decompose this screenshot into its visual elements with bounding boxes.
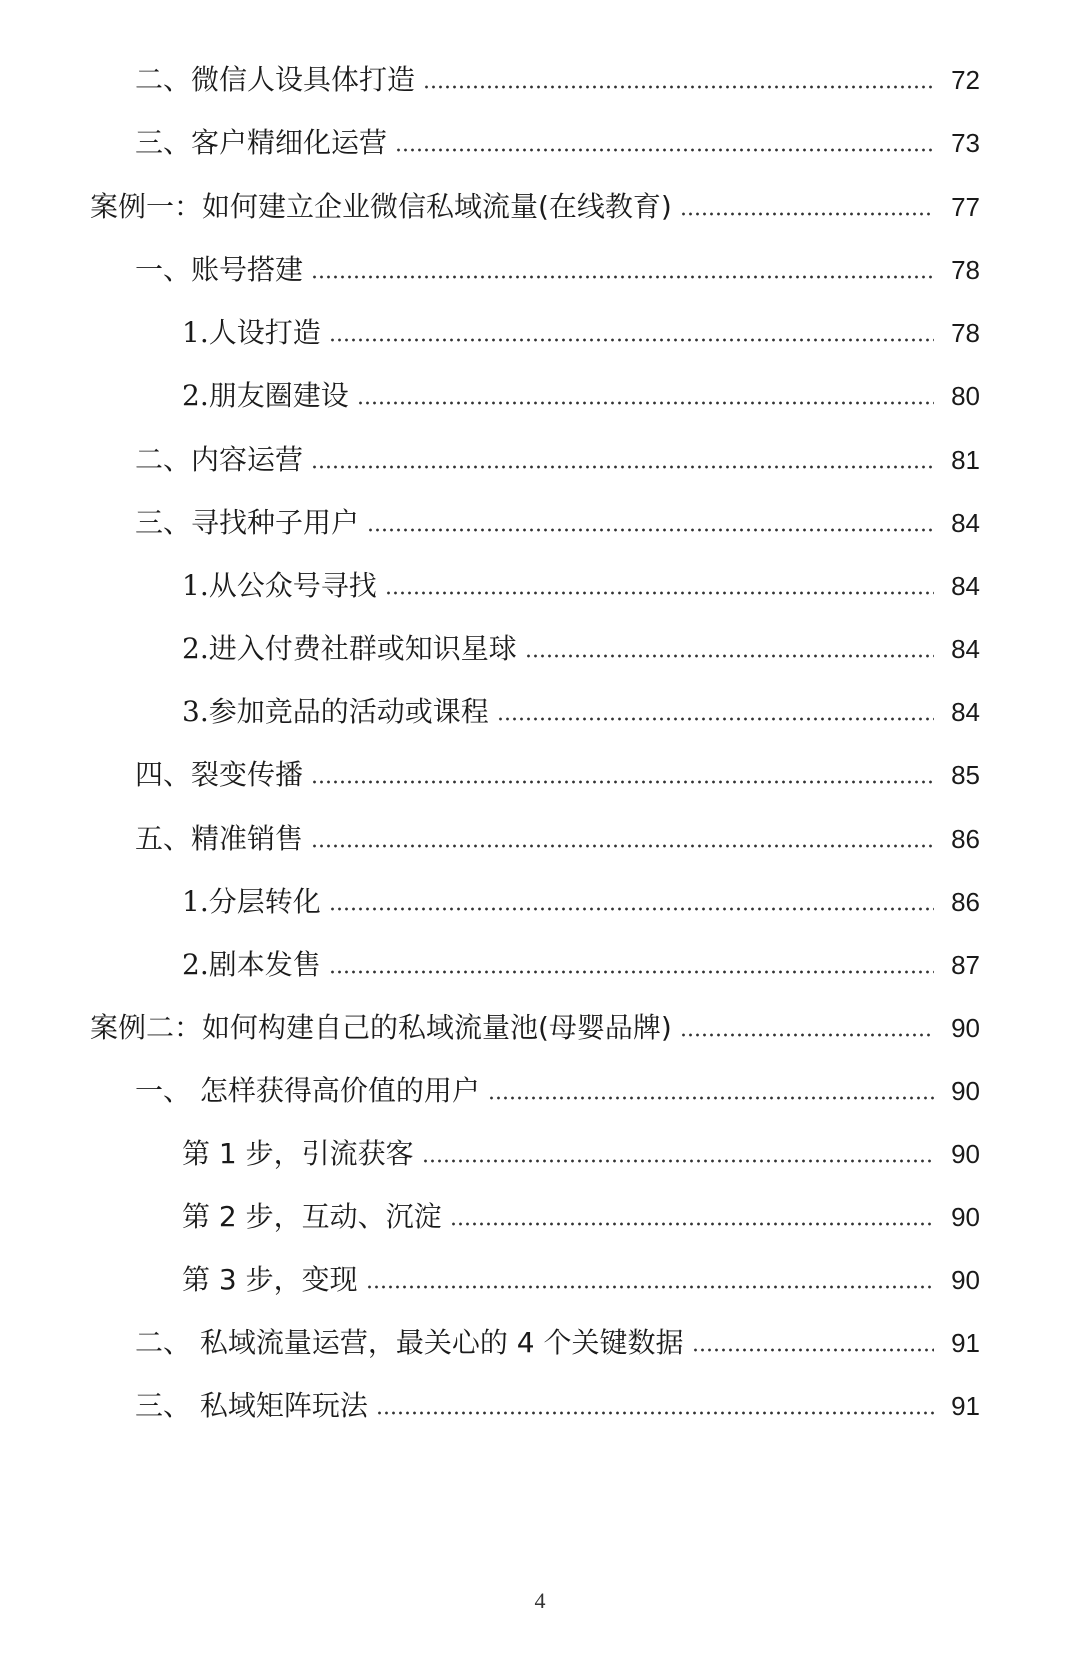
- toc-entry-page: 84: [951, 697, 980, 727]
- toc-entry-page: 90: [951, 1139, 980, 1169]
- toc-entry-title: 五、精准销售: [135, 822, 304, 855]
- toc-dot-leader: [422, 1158, 934, 1164]
- toc-dot-leader: [311, 464, 934, 470]
- toc-entry-page: 84: [951, 508, 980, 538]
- toc-entry-title: 第 2 步，互动、沉淀: [182, 1200, 442, 1233]
- toc-entry: [182, 1187, 980, 1237]
- toc-entry-title: 一、账号搭建: [135, 253, 304, 286]
- toc-entry: [182, 1124, 980, 1174]
- toc-entry: [135, 240, 980, 290]
- toc-dot-leader: [329, 337, 934, 343]
- toc-dot-leader: [692, 1347, 934, 1353]
- toc-entry-page: 78: [951, 255, 980, 285]
- toc-entry-title: 第 1 步，引流获客: [182, 1137, 414, 1170]
- toc-entry: [90, 177, 980, 227]
- toc-entry: [135, 809, 980, 859]
- toc-dot-leader: [311, 274, 934, 280]
- toc-entry-page: 84: [951, 634, 980, 664]
- toc-entry-title: 四、裂变传播: [135, 758, 304, 791]
- toc-entry-page: 77: [951, 192, 980, 222]
- toc-dot-leader: [385, 590, 934, 596]
- toc-entry: [135, 745, 980, 795]
- toc-entry-title: 二、 私域流量运营，最关心的 4 个关键数据: [135, 1326, 684, 1359]
- toc-entry-title: 3.参加竞品的活动或课程: [182, 695, 489, 728]
- toc-dot-leader: [376, 1410, 934, 1416]
- toc-dot-leader: [357, 400, 934, 406]
- toc-entry: [135, 1376, 980, 1426]
- toc-entry: [90, 998, 980, 1048]
- toc-dot-leader: [395, 147, 934, 153]
- page-number: 4: [534, 1588, 546, 1613]
- toc-entry: [135, 1313, 980, 1363]
- toc-entry-title: 1.分层转化: [182, 885, 321, 918]
- toc-entry-page: 90: [951, 1202, 980, 1232]
- toc-dot-leader: [525, 653, 934, 659]
- toc-entry-title: 2.进入付费社群或知识星球: [182, 632, 517, 665]
- toc-entry-page: 87: [951, 950, 980, 980]
- toc-dot-leader: [329, 906, 934, 912]
- toc-entry: [182, 556, 980, 606]
- toc-entry: [182, 619, 980, 669]
- toc-entry-title: 二、微信人设具体打造: [135, 63, 416, 96]
- toc-dot-leader: [367, 527, 934, 533]
- toc-entry-page: 85: [951, 760, 980, 790]
- toc-entry: [135, 1061, 980, 1111]
- toc-dot-leader: [311, 843, 934, 849]
- toc-entry: [182, 366, 980, 416]
- toc-entry-page: 86: [951, 824, 980, 854]
- toc-entry-title: 案例二：如何构建自己的私域流量池(母婴品牌): [90, 1011, 672, 1044]
- toc-entry-title: 案例一：如何建立企业微信私域流量(在线教育): [90, 190, 672, 223]
- toc-dot-leader: [329, 969, 934, 975]
- toc-entry-page: 84: [951, 571, 980, 601]
- toc-dot-leader: [680, 1032, 934, 1038]
- toc-dot-leader: [497, 716, 934, 722]
- toc-entry-page: 78: [951, 318, 980, 348]
- toc-dot-leader: [311, 779, 934, 785]
- toc-dot-leader: [680, 211, 934, 217]
- toc-entry-title: 一、 怎样获得高价值的用户: [135, 1074, 480, 1107]
- toc-dot-leader: [488, 1095, 934, 1101]
- toc-entry: [182, 1250, 980, 1300]
- toc-entry-title: 2.剧本发售: [182, 948, 321, 981]
- toc-entry-title: 三、寻找种子用户: [135, 506, 360, 539]
- toc-entry-page: 90: [951, 1265, 980, 1295]
- toc-entry: [182, 682, 980, 732]
- toc-entry-page: 86: [951, 887, 980, 917]
- toc-entry-title: 1.从公众号寻找: [182, 569, 377, 602]
- toc-dot-leader: [366, 1284, 934, 1290]
- toc-dot-leader: [423, 84, 934, 90]
- toc-entry: [135, 50, 980, 100]
- toc-entry-title: 1.人设打造: [182, 316, 321, 349]
- toc-entry-page: 80: [951, 381, 980, 411]
- toc-entry-page: 91: [951, 1328, 980, 1358]
- toc-entry: [135, 493, 980, 543]
- toc-entry-page: 90: [951, 1013, 980, 1043]
- toc-entry-page: 91: [951, 1391, 980, 1421]
- toc-entry: [182, 303, 980, 353]
- toc-entry-title: 2.朋友圈建设: [182, 379, 349, 412]
- toc-entry-title: 第 3 步，变现: [182, 1263, 358, 1296]
- toc-entry-page: 72: [951, 65, 980, 95]
- toc-entry: [182, 872, 980, 922]
- toc-entry-page: 81: [951, 445, 980, 475]
- toc-entry-title: 三、客户精细化运营: [135, 126, 388, 159]
- toc-entry-title: 三、 私域矩阵玩法: [135, 1389, 368, 1422]
- toc-entry-page: 73: [951, 128, 980, 158]
- toc-entry-page: 90: [951, 1076, 980, 1106]
- toc-entry-title: 二、内容运营: [135, 443, 304, 476]
- toc-dot-leader: [450, 1221, 934, 1227]
- toc-entry: [135, 430, 980, 480]
- toc-entry: [135, 113, 980, 163]
- toc-entry: [182, 935, 980, 985]
